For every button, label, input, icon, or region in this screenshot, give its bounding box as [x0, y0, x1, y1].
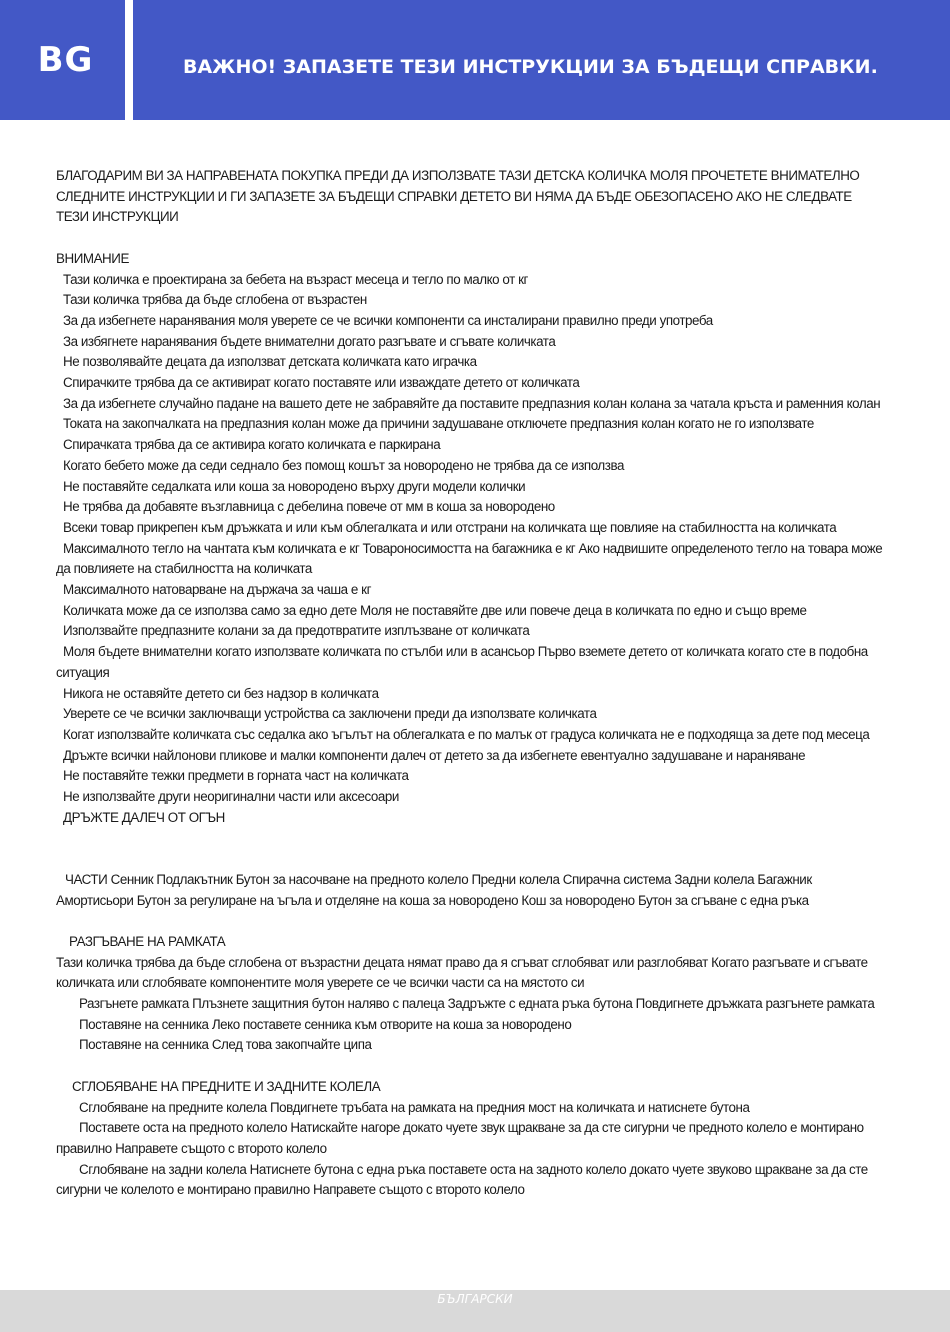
unfolding-text: Тази количка трябва да бъде сглобена от възрастни децата нямат право да я сгъват сглобяват или разглобяват Когато разгъвате и сгъвате количката или сглобявате компонентите моля уверете се че всички части са на мястото си: [56, 954, 868, 991]
document-body: [56, 166, 886, 1201]
warning-item: Спирачката трябва да се активира когато количката е паркирана: [63, 437, 441, 453]
unfolding-step: Разгънете рамката Плъзнете защитния бутон наляво с палеца Задръжте с едната ръка бутона Повдигнете дръжката разгънете рамката: [79, 996, 875, 1012]
warning-item: Не поставяйте тежки предмети в горната част на количката: [63, 768, 409, 784]
unfolding-step: Поставяне на сенника След това закопчайте ципа: [79, 1037, 372, 1053]
wheels-heading: СГЛОБЯВАНЕ НА ПРЕДНИТЕ И ЗАДНИТЕ КОЛЕЛА: [72, 1078, 381, 1094]
warning-list: [56, 270, 886, 829]
warning-item: Не поставяйте седалката или коша за новородено върху други модели колички: [63, 478, 526, 494]
warning-item: Не трябва да добавяте възглавница с дебелина повече от мм в коша за новородено: [63, 499, 555, 515]
warning-item: Максималното натоварване на държача за чаша е кг: [63, 582, 372, 598]
warning-item: За избягнете наранявания бъдете внимателни догато разгъвате и сгъвате количката: [63, 333, 556, 349]
unfolding-heading: РАЗГЪВАНЕ НА РАМКАТА: [69, 933, 226, 949]
unfolding-step: Поставяне на сенника Леко поставете сенника към отворите на коша за новородено: [79, 1016, 572, 1032]
warning-item: Използвайте предпазните колани за да предотвратите изплъзване от количката: [63, 623, 530, 639]
language-code: BG: [37, 40, 94, 80]
warning-item: Когат използвайте количката със седалка ако ъгълът на облегалката е по малък от градуса количката не е подходяща за дете под месеца: [63, 726, 870, 742]
warning-item: Когато бебето може да седи седнало без помощ кошът за новородено не трябва да се използва: [63, 457, 624, 473]
warning-item: Тази количка трябва да бъде сглобена от възрастен: [63, 292, 367, 308]
warning-heading: ВНИМАНИЕ: [56, 250, 129, 266]
warning-item: ДРЪЖТЕ ДАЛЕЧ ОТ ОГЪН: [63, 809, 225, 825]
wheels-step: Поставете оста на предното колело Натискайте нагоре докато чуете звук щракване за да сте сигурни че предното колело е монтирано правилно Направете същото с второто колело: [56, 1120, 864, 1156]
parts-list: ЧАСТИ Сенник Подлакътник Бутон за насочване на предното колело Предни колела Спирачна система Задни колела Багажник Амортисьори Бутон за регулиране на ъгъла и отделяне на коша за новородено Кош за новородено Бутон за сгъване с една ръка: [56, 871, 812, 908]
footer-language: БЪЛГАРСКИ: [437, 1292, 513, 1306]
intro-paragraph: БЛАГОДАРИМ ВИ ЗА НАПРАВЕНАТА ПОКУПКА ПРЕДИ ДА ИЗПОЛЗВАТЕ ТАЗИ ДЕТСКА КОЛИЧКА МОЛЯ ПРОЧЕТЕТЕ ВНИМАТЕЛНО СЛЕДНИТЕ ИНСТРУКЦИИ И ГИ ЗАПАЗЕТЕ ЗА БЪДЕЩИ СПРАВКИ ДЕТЕТО ВИ НЯМА ДА БЪДЕ ОБЕЗОПАСЕНО АКО НЕ СЛЕДВАТЕ ТЕЗИ ИНСТРУКЦИИ: [56, 168, 860, 225]
warning-item: Токата на закопчалката на предпазния колан може да причини задушаване отключете предпазния колан когато не го използвате: [63, 416, 814, 432]
warning-item: Всеки товар прикрепен към дръжката и или към облегалката и или отстрани на количката ще повлияе на стабилността на количката: [63, 519, 837, 535]
warning-item: Количката може да се използва само за едно дете Моля не поставяйте две или повече деца в количката по едно и също време: [63, 602, 807, 618]
warning-item: Спирачките трябва да се активират когато поставяте или изваждате детето от количката: [63, 375, 580, 391]
warning-item: Дръжте всички найлонови пликове и малки компоненти далеч от детето за да избегнете евентуално задушаване и нараняване: [63, 747, 806, 763]
warning-item: Уверете се че всички заключващи устройства са заключени преди да използвате количката: [63, 706, 597, 722]
wheels-step: Сглобяване на предните колела Повдигнете тръбата на рамката на предния мост на количката и натиснете бутона: [79, 1099, 750, 1115]
page-title: ВАЖНО! ЗАПАЗЕТЕ ТЕЗИ ИНСТРУКЦИИ ЗА БЪДЕЩИ СПРАВКИ.: [183, 56, 878, 78]
warning-item: Не използвайте други неоригинални части или аксесоари: [63, 789, 399, 805]
warning-item: Максималното тегло на чантата към количката е кг Товароносимостта на багажника е кг Ако надвишите определеното тегло на товара може да повлияете на стабилността на количката: [56, 540, 883, 577]
warning-item: За да избегнете наранявания моля уверете се че всички компоненти са инсталирани правилно преди употреба: [63, 312, 713, 328]
warning-item: Никога не оставяйте детето си без надзор в количката: [63, 685, 379, 701]
wheels-step: Сглобяване на задни колела Натиснете бутона с една ръка поставете оста на задното колело докато чуете звуково щракване за да сте сигурни че колелото е монтирано правилно Направете същото с второто колело: [56, 1161, 868, 1198]
warning-item: Моля бъдете внимателни когато използвате количката по стълби или в асансьор Първо вземете детето от количката когато сте в подобна ситуация: [56, 644, 868, 680]
warning-item: За да избегнете случайно падане на вашето дете не забравяйте да поставите предпазния колан колана за чатала кръста и раменния колан: [63, 395, 881, 411]
page-header: [0, 0, 950, 120]
warning-item: Не позволявайте децата да използват детската количката като играчка: [63, 354, 477, 370]
warning-item: Тази количка е проектирана за бебета на възраст месеца и тегло по малко от кг: [63, 271, 528, 287]
